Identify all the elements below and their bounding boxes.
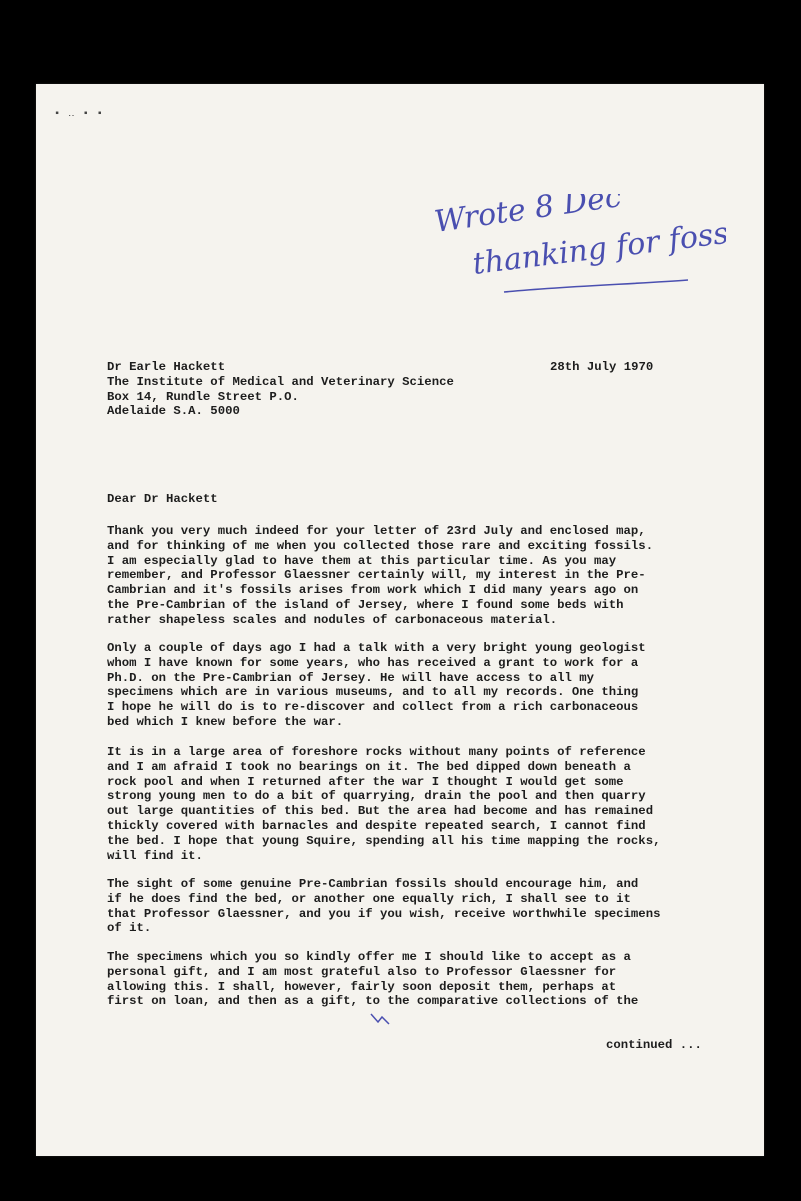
paragraph: The sight of some genuine Pre-Cambrian fossils should encourage him, and if he does find the bed, or another one equally rich, I shall see to it that Professor Glaessner, and you if you wish, receive worthwhile specimens of it. [107,877,661,936]
salutation: Dear Dr Hackett [107,492,218,506]
recipient-line: The Institute of Medical and Veterinary Science [107,374,454,389]
paragraph: Thank you very much indeed for your letter of 23rd July and enclosed map, and for thinking of me when you collected those rare and exciting fossils. I am especially glad to have them at this particular time. As you may remember, and Professor Glaessner certainly will, my interest in the Pre- Cambrian and it's fossils arises from work which I did many years ago on the Pre-Cambrian of the island of Jersey, where I found some beds with rather shapeless scales and nodules of carbonaceous material. [107,524,654,627]
recipient-line: Box 14, Rundle Street P.O. [107,389,299,404]
paragraph: It is in a large area of foreshore rocks without many points of reference and I am afraid I took no bearings on it. The bed dipped down beneath a rock pool and when I returned after the war I thought I would get some strong young men to do a bit of quarrying, drain the pool and then quarry out large quantities of this bed. But the area had become and has remained thickly covered with barnacles and despite repeated search, I cannot find the bed. I hope that young Squire, spending all his time mapping the rocks, will find it. [107,745,661,863]
letter-page [36,84,764,1156]
handwritten-annotation-graphic [426,194,726,304]
continued-note: continued ... [606,1038,702,1052]
handwritten-correction-mark [368,1008,392,1028]
paragraph: The specimens which you so kindly offer me I should like to accept as a personal gift, and I am most grateful also to Professor Glaessner for allowing this. I shall, however, fairly soon deposit them, perhaps at first on loan, and then as a gift, to the comparative collections of the [107,950,639,1009]
corner-mark: ▪ ‥ ▪ ▪ [54,109,104,120]
recipient-address [107,360,454,419]
recipient-line: Adelaide S.A. 5000 [107,404,240,419]
letter-date: 28th July 1970 [550,360,654,374]
handwritten-annotation [426,194,726,304]
paragraph: Only a couple of days ago I had a talk with a very bright young geologist whom I have known for some years, who has received a grant to work for a Ph.D. on the Pre-Cambrian of Jersey. He will have access to all my specimens which are in various museums, and to all my records. One thing I hope he will do is to re-discover and collect from a rich carbonaceous bed which I knew before the war. [107,641,646,729]
annotation-underline [504,280,688,292]
recipient-line: Dr Earle Hackett [107,360,226,374]
annotation-line-2: thanking for fossils [470,211,726,282]
annotation-line-1: Wrote 8 Dec [432,194,624,240]
